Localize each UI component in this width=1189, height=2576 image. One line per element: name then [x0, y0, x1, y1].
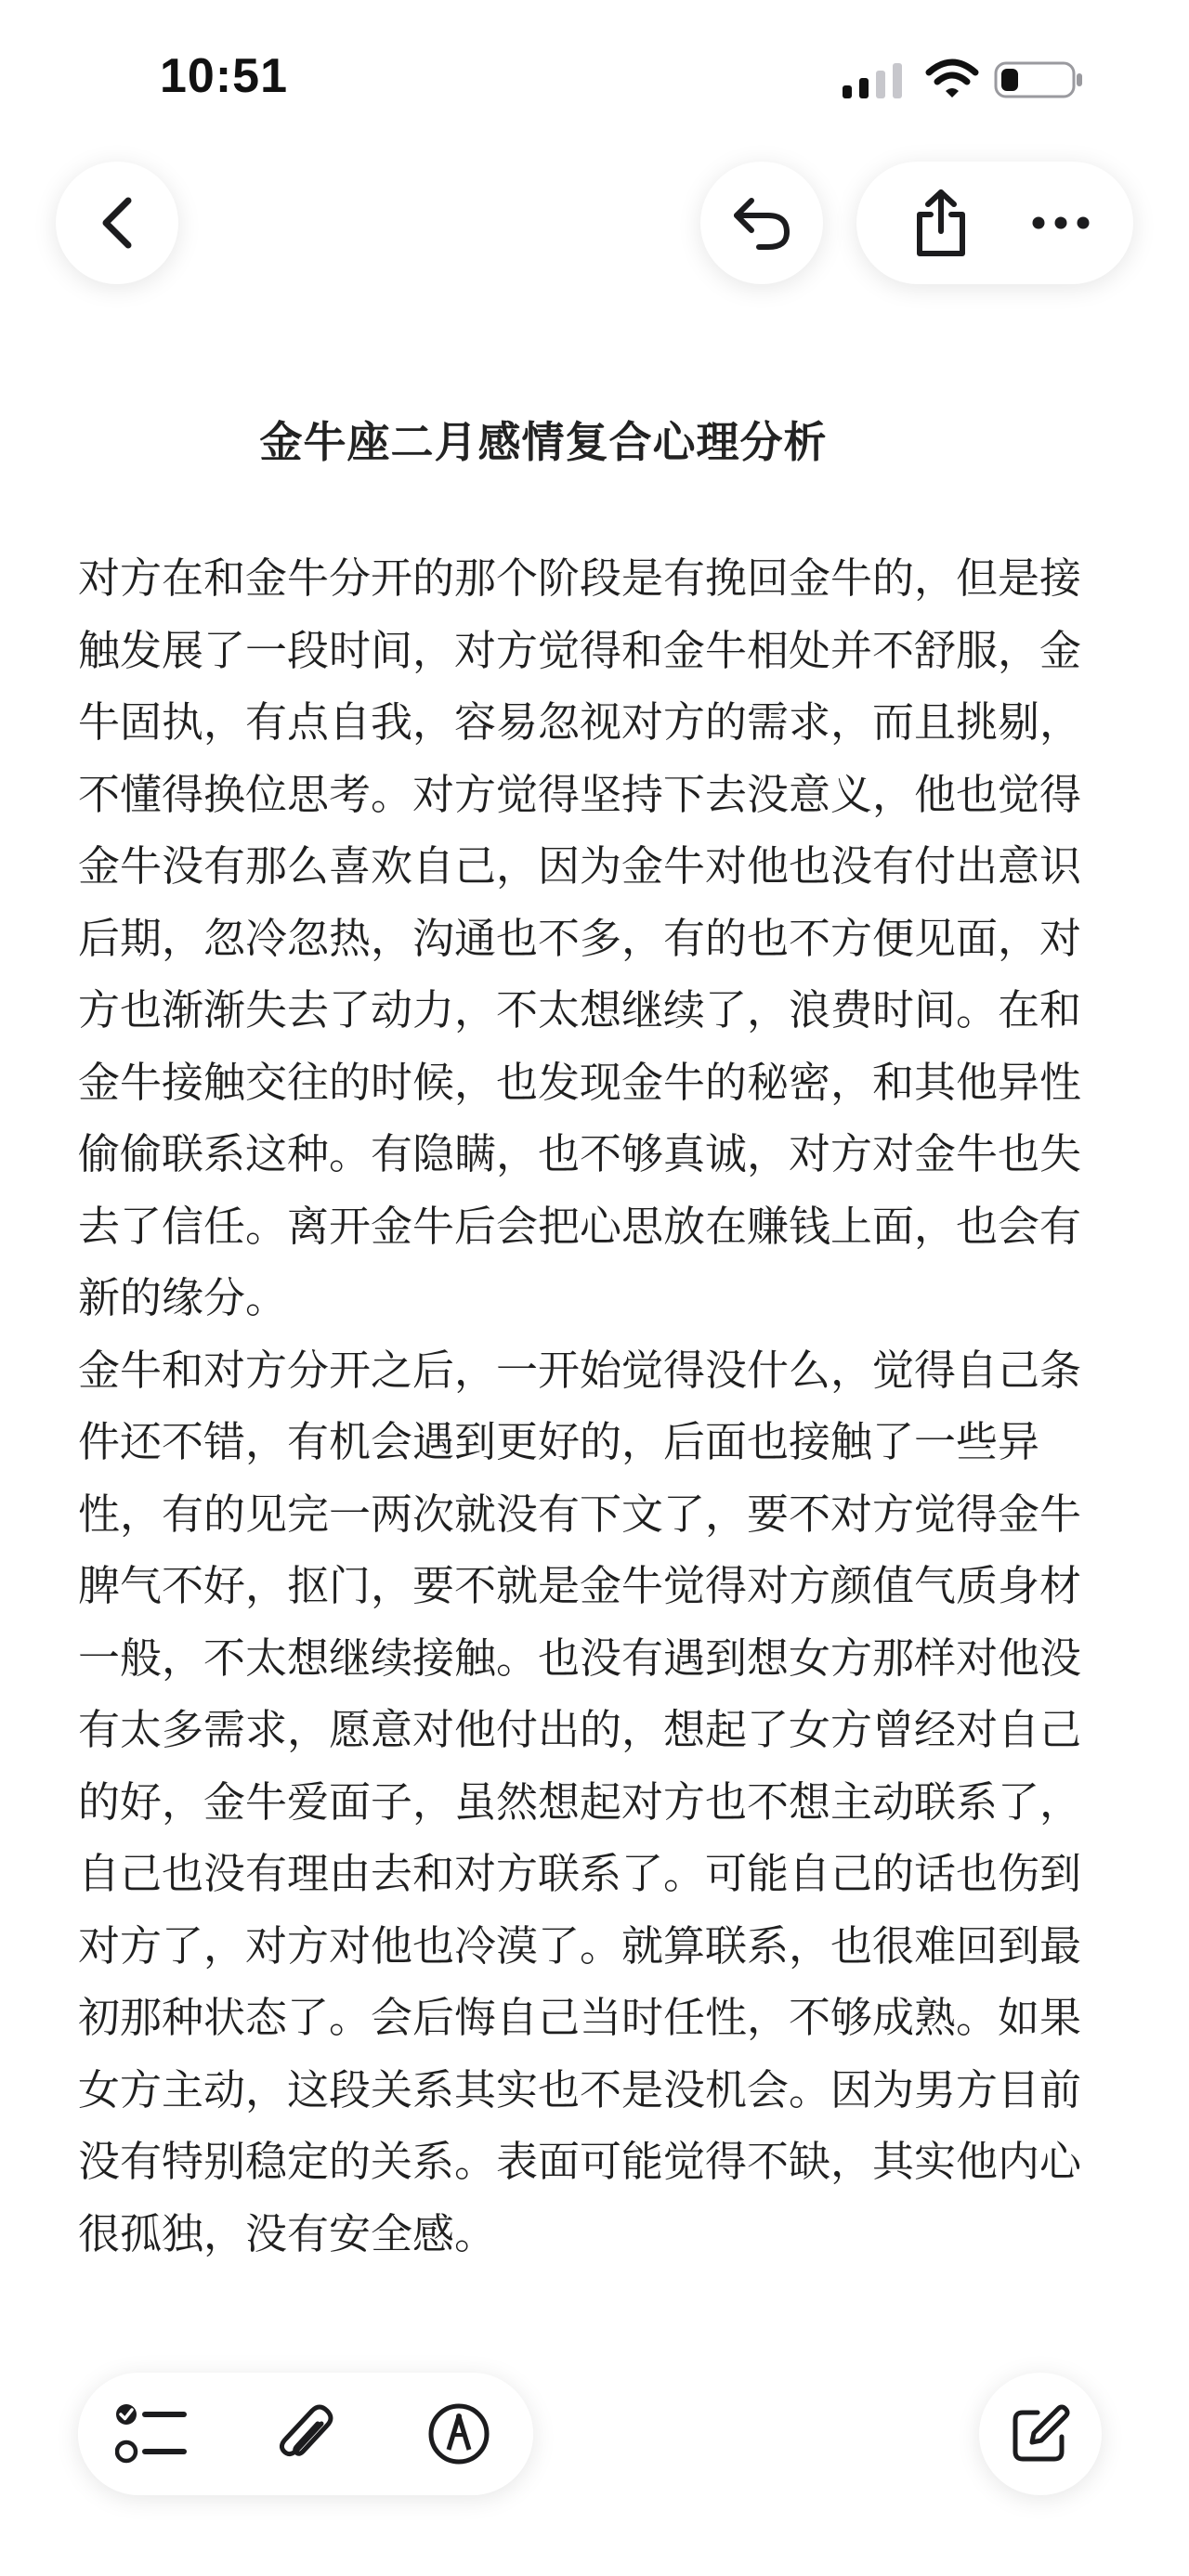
- note-body[interactable]: [78, 542, 1118, 2270]
- note-paragraph-1: 对方在和金牛分开的那个阶段是有挽回金牛的，但是接触发展了一段时间，对方觉得和金牛相处并不舒服，金牛固执，有点自我，容易忽视对方的需求，而且挑剔，不懂得换位思考。对方觉得坚持下去没意义，他也觉得金牛没有那么喜欢自己，因为金牛对他也没有付出意识后期，忽冷忽热，沟通也不多，有的也不方便见面，对方也渐渐失去了动力，不太想继续了，浪费时间。在和金牛接触交往的时候，也发现金牛的秘密，和其他异性偷偷联系这种。有隐瞒，也不够真诚，对方对金牛也失去了信任。离开金牛后会把心思放在赚钱上面，也会有新的缘分。: [78, 553, 1082, 1322]
- back-button[interactable]: [56, 162, 178, 284]
- chevron-left-icon: [97, 195, 137, 251]
- more-button[interactable]: [1005, 162, 1117, 284]
- battery-low-icon: [994, 59, 1085, 100]
- attachment-button[interactable]: [251, 2373, 362, 2495]
- paperclip-icon: [277, 2401, 336, 2466]
- share-button[interactable]: [890, 162, 992, 284]
- compose-icon: [1010, 2403, 1071, 2465]
- undo-icon: [731, 195, 792, 251]
- undo-button[interactable]: [700, 162, 823, 284]
- note-paragraph-2: 金牛和对方分开之后，一开始觉得没什么，觉得自己条件还不错，有机会遇到更好的，后面也接触了一些异性，有的见完一两次就没有下文了，要不对方觉得金牛脾气不好，抠门，要不就是金牛觉得对方颜值气质身材一般，不太想继续接触。也没有遇到想女方那样对他没有太多需求，愿意对他付出的，想起了女方曾经对自己的好，金牛爱面子，虽然想起对方也不想主动联系了，自己也没有理由去和对方联系了。可能自己的话也伤到对方了，对方对他也冷漠了。就算联系，也很难回到最初那种状态了。会后悔自己当时任性，不够成熟。如果女方主动，这段关系其实也不是没机会。因为男方目前没有特别稳定的关系。表面可能觉得不缺，其实他内心很孤独，没有安全感。: [78, 1345, 1082, 2258]
- markup-button[interactable]: [403, 2373, 515, 2495]
- checklist-button[interactable]: [97, 2373, 208, 2495]
- wifi-icon: [925, 58, 979, 100]
- note-title[interactable]: 金牛座二月感情复合心理分析: [259, 417, 828, 467]
- compose-button[interactable]: [979, 2373, 1102, 2495]
- checklist-icon: [115, 2401, 189, 2466]
- markup-pen-icon: [426, 2401, 491, 2466]
- bottom-toolbar: [78, 2373, 533, 2495]
- navigation-bar: [0, 158, 1189, 297]
- cellular-signal-icon: [841, 63, 908, 100]
- status-bar: [0, 0, 1189, 158]
- status-time: 10:51: [160, 49, 288, 103]
- share-icon: [912, 189, 970, 257]
- action-pill: [856, 162, 1133, 284]
- ellipsis-icon: [1031, 215, 1091, 230]
